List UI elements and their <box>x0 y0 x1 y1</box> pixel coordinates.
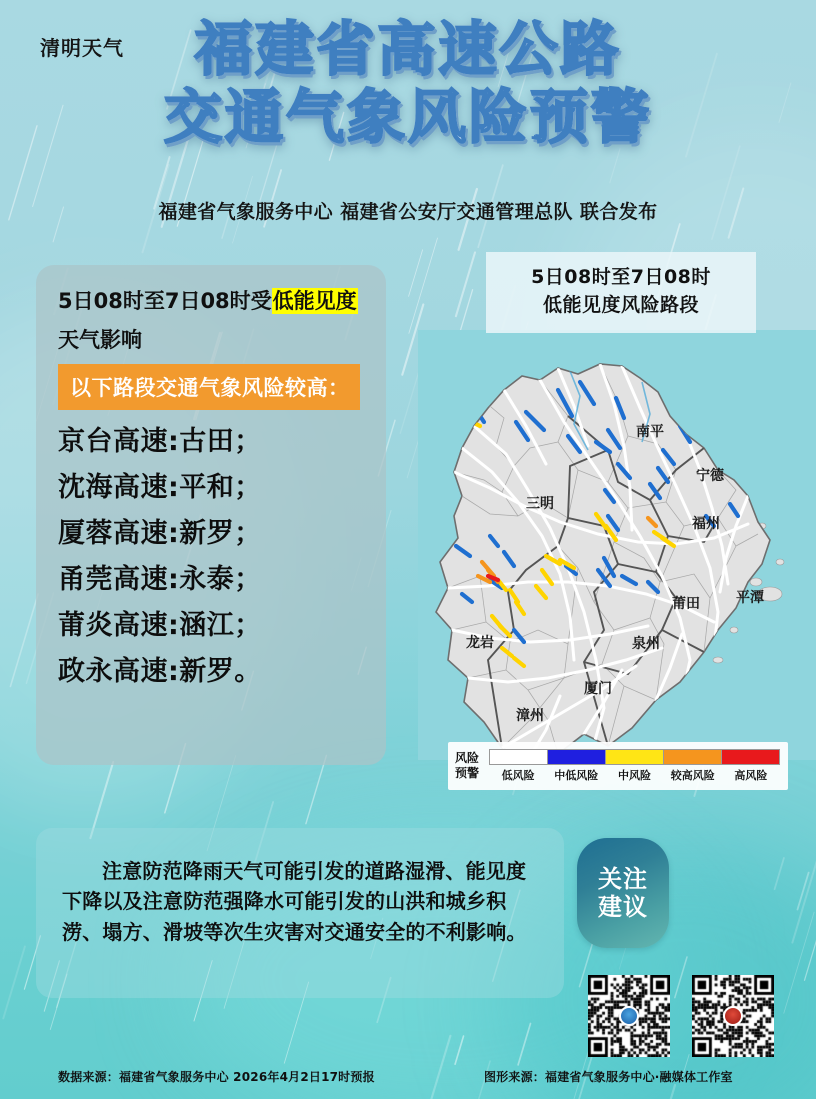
legend-scale <box>489 749 780 783</box>
legend-title-line-2: 预警 <box>455 766 480 780</box>
footer-right <box>484 1068 733 1086</box>
legend-label: 中风险 <box>618 769 651 782</box>
legend-labels <box>489 767 780 783</box>
legend-swatch <box>606 750 664 764</box>
legend-swatch <box>490 750 548 764</box>
map-city-label: 平潭 <box>736 590 764 606</box>
legend-swatch <box>548 750 606 764</box>
map-city-label: 三明 <box>526 496 554 512</box>
map-title-line-1: 5日08时至7日08时 <box>531 266 711 288</box>
follow-advice-badge <box>577 838 669 948</box>
page-title-line-1: 福建省高速公路 <box>0 20 816 78</box>
page-title-line-2: 交通气象风险预警 <box>0 88 816 146</box>
map-title-box <box>486 252 756 333</box>
road-list-item: 政永高速:新罗。 <box>58 655 262 687</box>
risk-info-panel <box>36 265 386 765</box>
fujian-risk-map <box>418 330 816 760</box>
road-list-item: 沈海高速:平和； <box>58 471 262 503</box>
qr-code-weather-service[interactable] <box>588 975 670 1057</box>
footer-data-source: 数据来源：福建省气象服务中心 2026年4月2日17时预报 <box>58 1070 375 1084</box>
legend-title <box>455 751 489 781</box>
page-title <box>0 15 816 151</box>
map-city-label: 莆田 <box>672 596 700 612</box>
map-city-label: 厦门 <box>584 681 612 697</box>
road-list-item: 厦蓉高速:新罗； <box>58 517 262 549</box>
advisory-panel <box>36 828 564 998</box>
map-city-label: 泉州 <box>632 636 660 652</box>
legend-label: 较高风险 <box>670 769 715 782</box>
legend-swatch <box>722 750 779 764</box>
footer <box>0 1055 816 1099</box>
legend-title-line-1: 风险 <box>455 751 480 765</box>
publisher-line: 福建省气象服务中心 福建省公安厅交通管理总队 联合发布 <box>158 201 658 223</box>
lead-highlight: 低能见度 <box>272 289 357 313</box>
map-svg <box>418 330 816 760</box>
legend-swatch <box>664 750 722 764</box>
road-list-item: 甬莞高速:永泰； <box>58 563 262 595</box>
lead-line <box>58 285 368 318</box>
legend-color-bars <box>489 749 780 765</box>
qr-code-row <box>588 975 774 1057</box>
map-city-label: 南平 <box>636 424 664 440</box>
badge-line-2: 建议 <box>598 893 648 921</box>
risk-banner: 以下路段交通气象风险较高： <box>58 364 360 410</box>
road-list-item: 京台高速:古田； <box>58 425 262 457</box>
advisory-text: 注意防范降雨天气可能引发的道路湿滑、能见度下降以及注意防范强降水可能引发的山洪和城乡积涝、塌方、滑坡等次生灾害对交通安全的不利影响。 <box>62 859 527 944</box>
qr-code-traffic-police[interactable] <box>692 975 774 1057</box>
risk-legend <box>448 742 788 790</box>
footer-graphic-source: 图形来源：福建省气象服务中心·融媒体工作室 <box>484 1070 733 1084</box>
footer-left <box>58 1068 375 1086</box>
weather-service-logo-icon <box>619 1006 639 1026</box>
legend-label: 低风险 <box>501 769 535 782</box>
map-title-line-2: 低能见度风险路段 <box>542 293 699 316</box>
legend-label: 高风险 <box>734 769 768 782</box>
map-city-label: 漳州 <box>516 708 544 724</box>
legend-label: 中低风险 <box>554 769 599 782</box>
map-city-label: 龙岩 <box>466 635 494 651</box>
map-city-label: 宁德 <box>696 468 724 484</box>
road-list-item: 莆炎高速:涵江； <box>58 609 262 641</box>
lead-prefix: 5日08时至7日08时受 <box>58 289 272 313</box>
badge-line-1: 关注 <box>598 864 648 893</box>
lead-line-2: 天气影响 <box>58 327 142 352</box>
police-emblem-icon <box>723 1006 743 1026</box>
road-list <box>58 425 368 687</box>
map-city-label: 福州 <box>692 516 720 532</box>
